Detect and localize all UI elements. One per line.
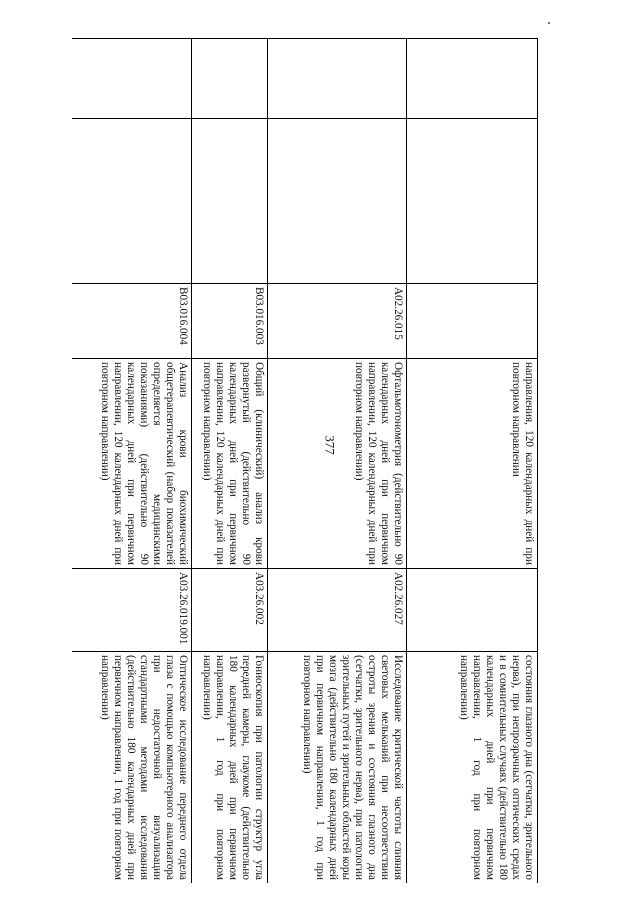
table-cell-description: направления, 120 календарных дней при повторном направлении (407, 359, 538, 569)
table-row (72, 39, 192, 884)
table-cell-description: Исследование критической частоты слияния световых мельканий при несоответствии остроты зрения и состояния глазного дна (сетчатки, зрительного нерва), при патологии зрительных путей и зрительных областей коры мозга (действительно 180 календарных дней при первичном направлении, 1 год при повторном направлении) (268, 652, 407, 884)
table-cell-description (192, 119, 268, 284)
table-cell-code: A03.26.019.001 (72, 569, 192, 652)
table-cell-code (407, 284, 538, 359)
table-cell-code (72, 39, 192, 119)
table-cell-code (407, 39, 538, 119)
table-cell-code (268, 39, 407, 119)
table-cell-code: A03.26.002 (192, 569, 268, 652)
scan-speck (548, 22, 550, 24)
table-cell-description: Оптическое исследование переднего отдела глаза с помощью компьютерного анализатора при недостаточной визуализации стандартными методами исследования (действительно 180 календарных дней при первичном направлении, 1 год при повторном направлении) (72, 652, 192, 884)
table-cell-code (192, 39, 268, 119)
document-table (72, 38, 538, 883)
table-cell-code (407, 569, 538, 652)
table-cell-code: B03.016.003 (192, 284, 268, 359)
rotated-table-frame (72, 38, 538, 883)
table-row (268, 39, 407, 884)
table-cell-description: Анализ крови биохимический общетерапевтический (набор показателей определяется медицинскими показаниями) (действительно 90 календарных дней при первичном направлении, 120 календарных дней при повторном направлении) (72, 359, 192, 569)
table-row (407, 39, 538, 884)
table-cell-description: Офтальмотонометрия (действительно 90 календарных дней при первичном направлении, 120 календарных дней при повторном направлении) (268, 359, 407, 569)
table-cell-description: состояния глазного дна (сетчатки, зрительного нерва), при непрозрачных оптических средах и в сомнительных случаях (действительно 180 календарных дней при первичном направлении, 1 год при повторном направлении) (407, 652, 538, 884)
table-cell-description: Общий (клинический) анализ крови развернутый (действительно 90 календарных дней при первичном направлении, 120 календарных дней при повторном направлении) (192, 359, 268, 569)
table-cell-code: B03.016.004 (72, 284, 192, 359)
page-number: 377 (322, 435, 338, 455)
table-cell-description (268, 119, 407, 284)
table-row (192, 39, 268, 884)
table-cell-description: Гониоскопия при патологии структур угла передней камеры, глаукоме (действительно 180 календарных дней при первичном направлении, 1 год при повторном направлении) (192, 652, 268, 884)
table-cell-code: A02.26.027 (268, 569, 407, 652)
landscape-page-content (72, 38, 538, 883)
table-cell-description (407, 119, 538, 284)
table-cell-description (72, 119, 192, 284)
table-cell-code: A02.26.015 (268, 284, 407, 359)
